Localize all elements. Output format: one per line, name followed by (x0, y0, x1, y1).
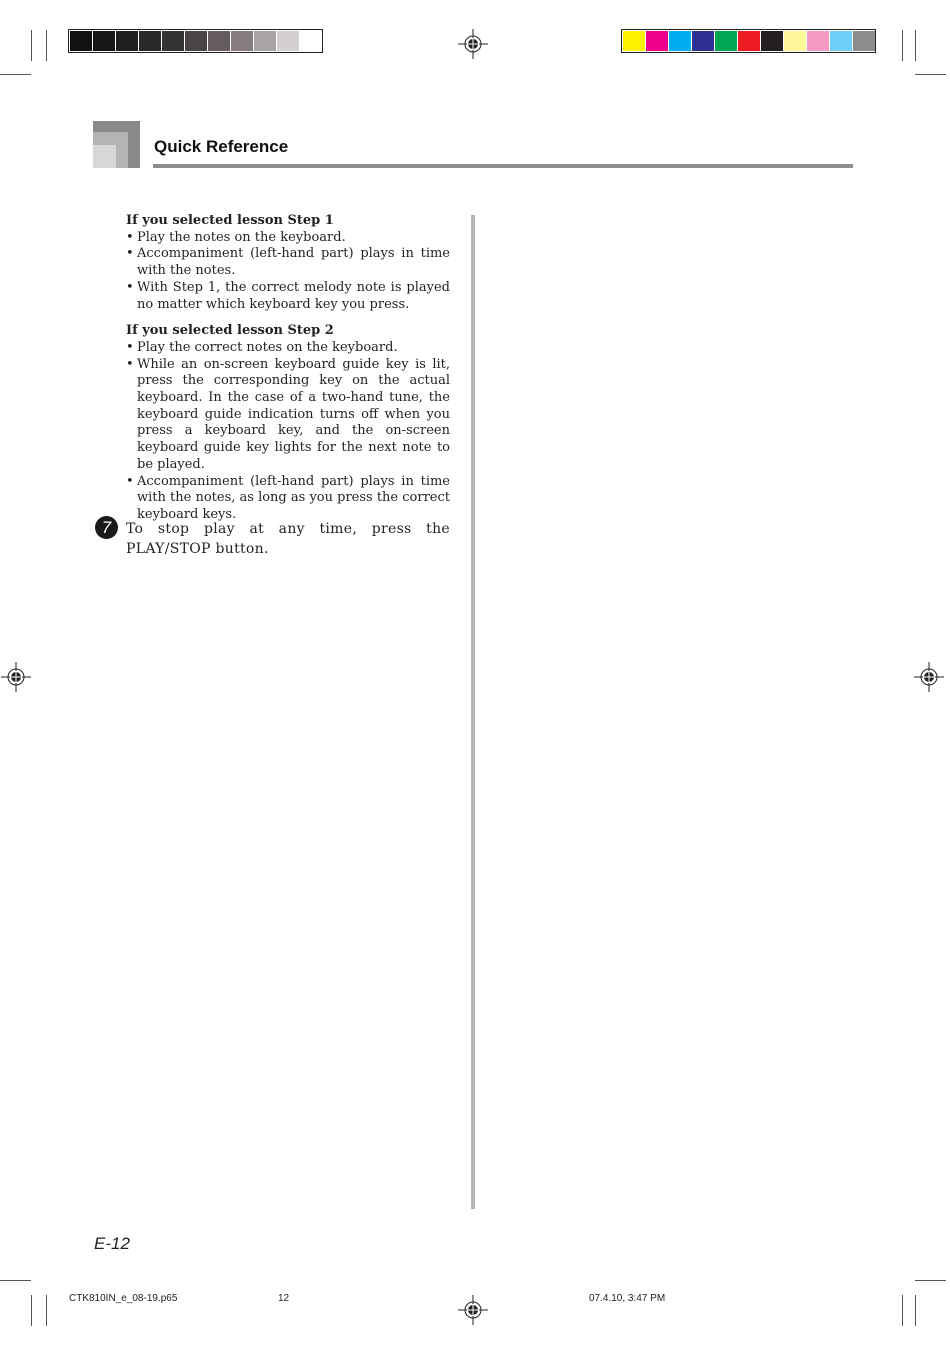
registration-target-icon (1, 662, 31, 692)
color-swatch (162, 31, 184, 51)
section-step-1 (126, 213, 450, 313)
crop-mark (902, 30, 903, 61)
color-swatch (300, 31, 322, 51)
color-swatch (623, 31, 645, 51)
registration-target-icon (458, 1295, 488, 1325)
bullet-item: • Play the notes on the keyboard. (126, 230, 450, 247)
registration-target-icon (914, 662, 944, 692)
section-heading: If you selected lesson Step 1 (126, 213, 334, 228)
color-swatch (646, 31, 668, 51)
footer-datetime: 07.4.10, 3:47 PM (589, 1293, 666, 1304)
step-number-badge: 7 (95, 516, 118, 539)
color-swatch (116, 31, 138, 51)
color-swatch (853, 31, 875, 51)
color-swatch (761, 31, 783, 51)
column-divider (471, 215, 475, 1209)
color-swatch (231, 31, 253, 51)
bullet-item: • Play the correct notes on the keyboard. (126, 340, 450, 357)
crop-mark (31, 1295, 32, 1326)
header-rule (153, 164, 853, 168)
color-swatch (784, 31, 806, 51)
header-block-light (93, 145, 116, 168)
step-instruction: To stop play at any time, press the PLAY/STOP button. (126, 521, 450, 557)
crop-mark (31, 30, 32, 61)
crop-mark (902, 1295, 903, 1326)
color-swatch (669, 31, 691, 51)
section-heading: If you selected lesson Step 2 (126, 323, 334, 339)
section-step-2 (126, 323, 450, 523)
page-number: E-12 (94, 1234, 130, 1253)
page-title: Quick Reference (154, 137, 289, 156)
footer-filename: CTK810IN_e_08-19.p65 (69, 1293, 178, 1304)
bullet-item: • Accompaniment (left-hand part) plays in time with the notes. (126, 246, 450, 279)
left-column (126, 213, 450, 534)
color-swatch (208, 31, 230, 51)
color-swatch (692, 31, 714, 51)
bullet-item: • With Step 1, the correct melody note is played no matter which keyboard key you press. (126, 280, 450, 313)
color-swatch (93, 31, 115, 51)
crop-mark (915, 74, 946, 75)
bullet-item: • Accompaniment (left-hand part) plays in time with the notes, as long as you press the correct keyboard keys. (126, 474, 450, 524)
color-swatch (185, 31, 207, 51)
registration-target-icon (458, 29, 488, 59)
crop-mark (46, 1295, 47, 1326)
color-swatch (715, 31, 737, 51)
bullet-item: • While an on-screen keyboard guide key is lit, press the corresponding key on the actual keyboard. In the case of a two-hand tune, the keyboard guide indication turns off when you press a keyboard key, and the on-screen keyboard guide key lights for the next note to be played. (126, 357, 450, 474)
color-swatch (139, 31, 161, 51)
crop-mark (0, 74, 31, 75)
color-swatch (254, 31, 276, 51)
color-swatch (70, 31, 92, 51)
color-swatch (738, 31, 760, 51)
crop-mark (46, 30, 47, 61)
crop-mark (915, 1280, 946, 1281)
color-swatch (807, 31, 829, 51)
crop-mark (915, 30, 916, 61)
color-swatch (277, 31, 299, 51)
color-swatch (830, 31, 852, 51)
crop-mark (915, 1295, 916, 1326)
footer-page: 12 (278, 1293, 290, 1304)
crop-mark (0, 1280, 31, 1281)
